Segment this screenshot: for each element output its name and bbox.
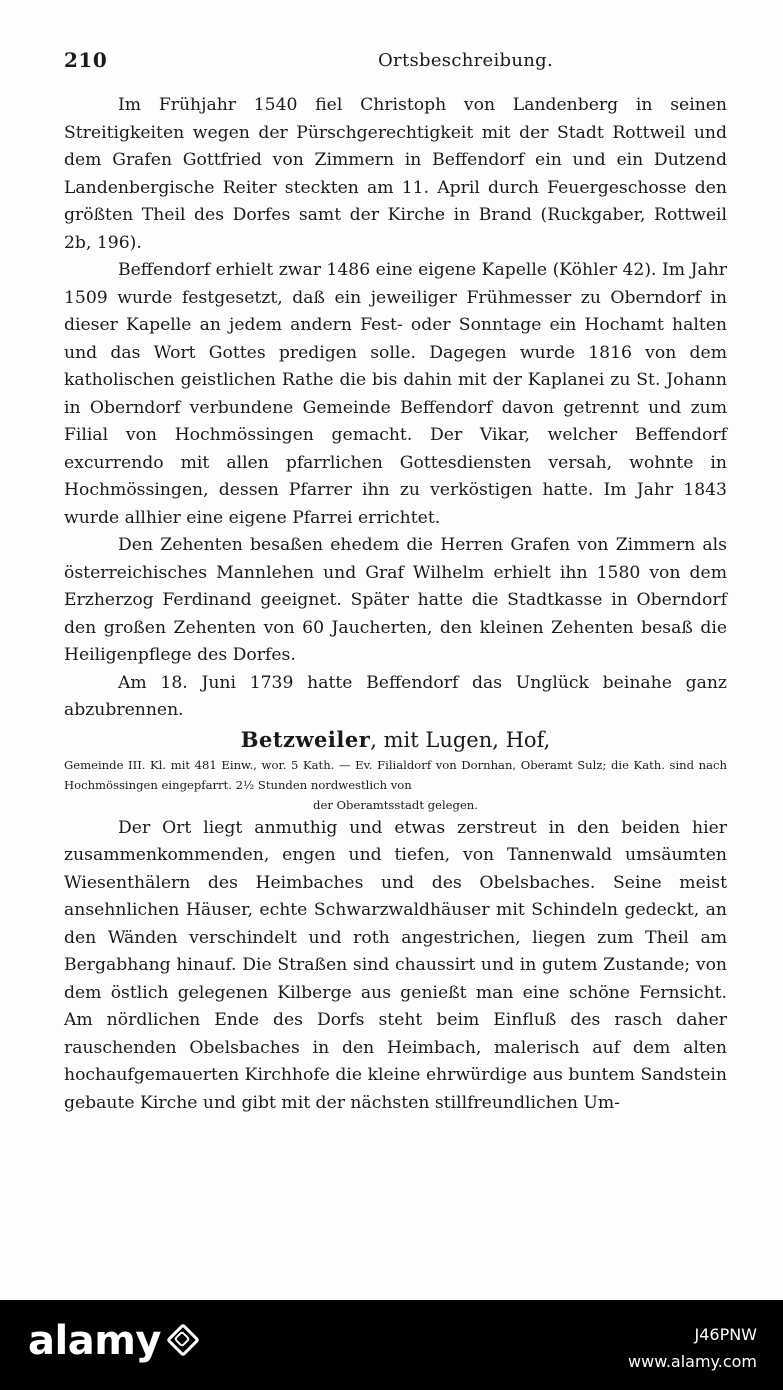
body-text [64, 92, 727, 1117]
running-title: Ortsbeschreibung. [378, 50, 553, 71]
running-head [64, 48, 727, 78]
paragraph-2: Beffendorf erhielt zwar 1486 eine eigene Kapelle (Köhler 42). Im Jahr 1509 wurde festgesetzt, daß ein jeweiliger Frühmesser zu Oberndorf in dieser Kapelle an jedem andern Fest- oder Sonntage ein Hochamt halten und das Wort Gottes predigen solle. Dagegen wurde 1816 von dem katholischen geistlichen Rathe die bis dahin mit der Kaplanei zu St. Johann in Oberndorf verbundene Gemeinde Beffendorf davon getrennt und zum Filial von Hochmössingen gemacht. Der Vikar, welcher Beffendorf excurrendo mit allen pfarrlichen Gottesdiensten versah, wohnte in Hochmössingen, dessen Pfarrer ihn zu verköstigen hatte. Im Jahr 1843 wurde allhier eine eigene Pfarrei errichtet. [64, 260, 727, 528]
paragraph-1: Im Frühjahr 1540 fiel Christoph von Landenberg in seinen Streitigkeiten wegen der Pürschgerechtigkeit mit der Stadt Rottweil und dem Grafen Gottfried von Zimmern in Beffendorf ein und ein Dutzend Landenbergische Reiter steckten am 11. April durch Feuergeschosse den größten Theil des Dorfes samt der Kirche in Brand (Ruckgaber, Rottweil 2b, 196). [64, 95, 727, 253]
site-url: www.alamy.com [628, 1352, 757, 1371]
section-heading [64, 725, 727, 755]
image-id: J46PNW [694, 1325, 757, 1344]
section-place-name: Betzweiler [240, 726, 371, 752]
paragraph-3: Den Zehenten besaßen ehedem die Herren Grafen von Zimmern als österreichisches Mannlehen und Graf Wilhelm erhielt ihn 1580 von dem Erzherzog Ferdinand geeignet. Später hatte die Stadtkasse in Oberndorf den großen Zehenten von 60 Jaucherten, den kleinen Zehenten besaß die Heiligenpflege des Dorfes. [64, 535, 727, 665]
brand-diamond-icon [167, 1324, 195, 1352]
section-meta [64, 755, 727, 815]
section-meta-main: Gemeinde III. Kl. mit 481 Einw., wor. 5 Kath. — Ev. Filialdorf von Dornhan, Oberamt Sulz; die Kath. sind nach Hochmössingen eingepfarrt. 2½ Stunden nordwestlich von [64, 757, 727, 792]
section-meta-last: der Oberamtsstadt gelegen. [313, 797, 478, 812]
section-heading-rest: , mit Lugen, Hof, [370, 727, 551, 752]
brand-logo [28, 1318, 195, 1364]
paragraph-4: Am 18. Juni 1739 hatte Beffendorf das Unglück beinahe ganz abzubrennen. [64, 672, 727, 720]
section-paragraph: Der Ort liegt anmuthig und etwas zerstreut in den beiden hier zusammenkommenden, engen und tiefen, von Tannenwald umsäumten Wiesenthälern des Heimbaches und des Obelsbaches. Seine meist ansehnlichen Häuser, echte Schwarzwaldhäuser mit Schindeln gedeckt, an den Wänden verschindelt und roth angestrichen, liegen zum Theil am Bergabhang hinauf. Die Straßen sind chaussirt und in gutem Zustande; von dem östlich gelegenen Kilberge aus genießt man eine schöne Fernsicht. Am nördlichen Ende des Dorfs steht beim Einfluß des rasch daher rauschenden Obelsbaches in den Heimbach, malerisch auf dem alten hochaufgemauerten Kirchhofe die kleine ehrwürdige aus buntem Sandstein gebaute Kirche und gibt mit der nächsten stillfreundlichen Um- [64, 817, 727, 1113]
brand-name: alamy [28, 1318, 161, 1364]
page-number: 210 [64, 48, 108, 72]
